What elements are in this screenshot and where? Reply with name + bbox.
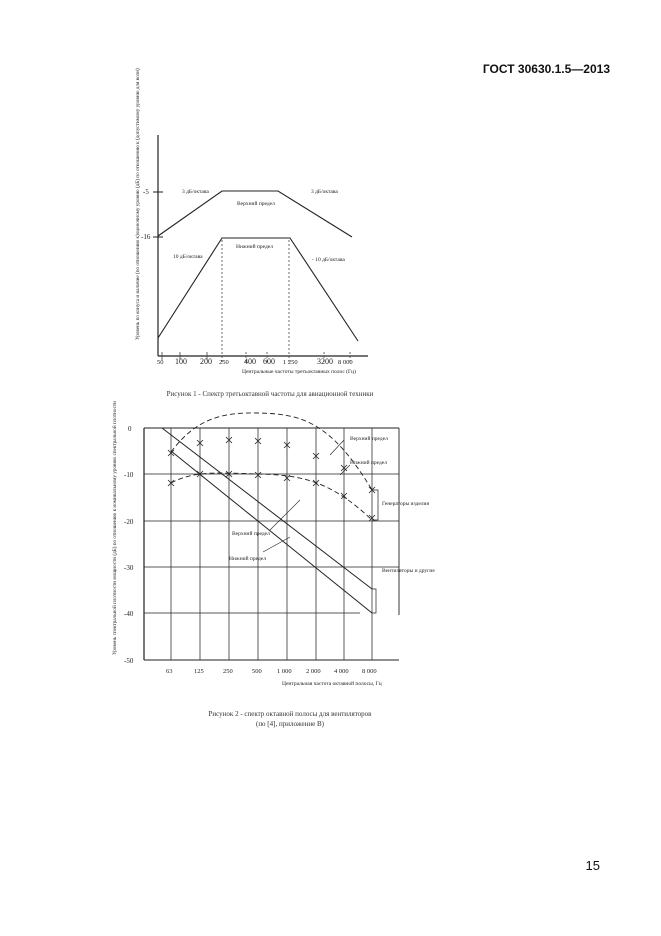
figure-1-x-tick-label: 400 [244,357,256,366]
figure-2-annotation: Нижний предел [229,556,266,562]
figure-1-x-tick-label: 8 000 [338,359,353,366]
figure-2-annotation: Верхний предел [350,436,388,442]
figure-1-annotation: 3 дБ/октава [182,189,209,195]
figure-2-vertical-gridlines [171,428,372,660]
figure-2-y-tick-label: -30 [124,564,134,572]
figure-1-annotation: 10 дБ/октава [173,254,203,260]
figure-2-x-tick-label: 1 000 [277,668,292,675]
figure-1-y-axis-label: Уровень по конуса и наличие (по отношению к)оценочному уровню (дБ) по отношению к (допустимому уровню для волн) [135,68,141,340]
figure-2-x-tick-label: 125 [194,668,204,675]
figure-2-generators-lower-limit-curve [171,473,372,520]
figure-1-x-tick-label: 250 [219,359,229,366]
figure-1-x-tick-label: 1 250 [283,359,298,366]
figure-2-annotation: Вентиляторы и другие [382,568,435,574]
figure-1-x-tick-label: 100 [175,357,187,366]
figure-2-annotation: Нижний предел [350,460,387,466]
figure-2-annotation: Генераторы изделия [382,501,430,507]
figure-1-y-tick-label: -16 [141,233,151,241]
figure-2-x-tick-label: 4 000 [334,668,349,675]
figure-2-x-tick-label: 500 [252,668,262,675]
figure-1-x-tick-label: 50 [157,359,164,366]
figure-2-y-tick-label: -10 [124,471,134,479]
figure-1-annotation: 3 дБ/октава [311,189,338,195]
figure-1-annotation: Верхний предел [237,201,275,207]
figure-1-x-tick-label: 600 [263,357,275,366]
figure-2-x-axis-label: Центральная частота октавной полосы, Гц [282,681,382,687]
figure-2-annotation: Верхний предел [232,531,270,537]
figure-2-y-tick-label: -40 [124,610,134,618]
figure-2-y-tick-label: -20 [124,518,134,526]
figure-2-x-tick-label: 63 [166,668,173,675]
figure-1-annotation: - 10 дБ/октава [312,257,345,263]
figure-2-x-tick-label: 250 [223,668,233,675]
document-standard-header: ГОСТ 30630.1.5—2013 [482,62,610,76]
figure-2-fans-upper-limit-line [162,428,372,589]
page-number: 15 [585,858,600,873]
figure-1-caption: Рисунок 1 - Спектр третьоктавной частоты для авиационной техники [166,390,374,398]
figure-1-x-axis-label: Центральные частоты третьоктавных полос (Гц) [242,369,356,375]
figure-2-caption-line-1: Рисунок 2 - спектр октавной полосы для вентиляторов [208,710,372,718]
figure-2-y-axis-label: Уровень спектральной плотности мощности (дБ) по отношению к номинальному уровню спектральной плотности [112,401,118,655]
figure-2-y-tick-label: -50 [124,657,134,665]
figure-1-annotation: Нижний предел [236,244,273,250]
figure-1-x-tick-label: 3200 [317,357,333,366]
figure-2-generators-upper-limit-curve [171,413,372,490]
figure-2-x-tick-label: 2 000 [306,668,321,675]
figure-2-y-tick-label: 0 [128,425,132,433]
figure-1-y-tick-label: -5 [143,188,149,196]
figure-1-x-tick-label: 200 [200,357,212,366]
figure-2-x-tick-label: 8 000 [362,668,377,675]
figure-2-caption-line-2: (по [4], приложение В) [255,720,324,728]
